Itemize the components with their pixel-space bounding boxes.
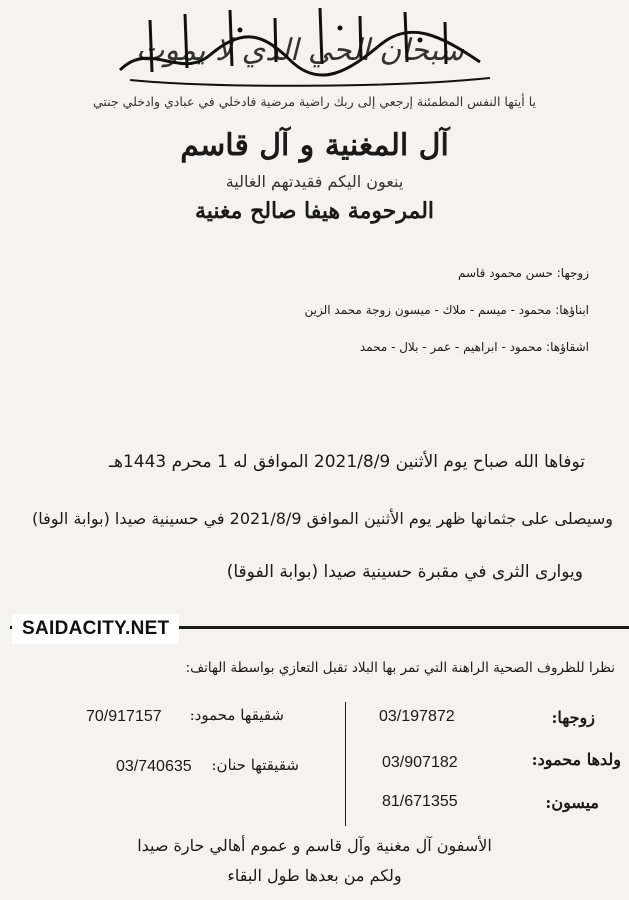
calligraphy-image (90, 0, 510, 92)
quran-verse: يا أيتها النفس المطمئنة إرجعي إلى ربك راضية مرضية فادخلي في عبادي وادخلي جنتي (93, 94, 536, 109)
contact-brother-label: شقيقها محمود: (189, 706, 284, 724)
contact-husband-label: زوجها: (551, 708, 595, 727)
site-watermark: SAIDACITY.NET (12, 614, 179, 644)
contact-husband-number: 03/197872 (379, 708, 455, 725)
contact-brother-number: 70/917157 (86, 708, 162, 725)
sons-line: ابناؤها: محمود - ميسم - ملاك - ميسون زوجة محمد الزين (304, 303, 589, 317)
contacts-divider (345, 702, 346, 826)
contact-sister-label: شقيقتها حنان: (211, 756, 299, 774)
contact-maysoon-number: 81/671355 (382, 793, 458, 810)
calligraphy-header (90, 0, 510, 92)
deceased-name: المرحومة هيفا صالح مغنية (194, 198, 435, 224)
condolence-note: نظرا للظروف الصحية الراهنة التي تمر بها البلاد تقبل التعازي بواسطة الهاتف: (185, 660, 615, 676)
husband-line: زوجها: حسن محمود قاسم (457, 266, 589, 280)
calligraphy-text: سبحان الحي الذي لا يموت (136, 33, 464, 68)
mourn-text: ينعون اليكم فقيدتهم الغالية (225, 172, 404, 191)
contact-sister-number: 03/740635 (116, 758, 192, 775)
death-date-line: توفاها الله صباح يوم الأثنين 2021/8/9 الموافق له 1 محرم 1443هـ (109, 452, 585, 472)
contact-son-number: 03/907182 (382, 754, 458, 771)
closing-line: ولكم من بعدها طول البقاء (227, 866, 402, 885)
grieving-families: الأسفون آل مغنية وآل قاسم و عموم أهالي حارة صيدا (137, 836, 492, 855)
family-names: آل المغنية و آل قاسم (180, 128, 449, 163)
brothers-line: اشقاؤها: محمود - ابراهيم - عمر - بلال - محمد (359, 340, 589, 354)
contact-son-label: ولدها محمود: (531, 750, 621, 769)
funeral-prayer-line: وسيصلى على جثمانها ظهر يوم الأثنين الموافق 2021/8/9 في حسينية صيدا (بوابة الوفا) (31, 509, 613, 528)
contact-maysoon-label: ميسون: (545, 793, 599, 812)
burial-line: ويوارى الثرى في مقبرة حسينية صيدا (بوابة الفوقا) (226, 562, 583, 582)
